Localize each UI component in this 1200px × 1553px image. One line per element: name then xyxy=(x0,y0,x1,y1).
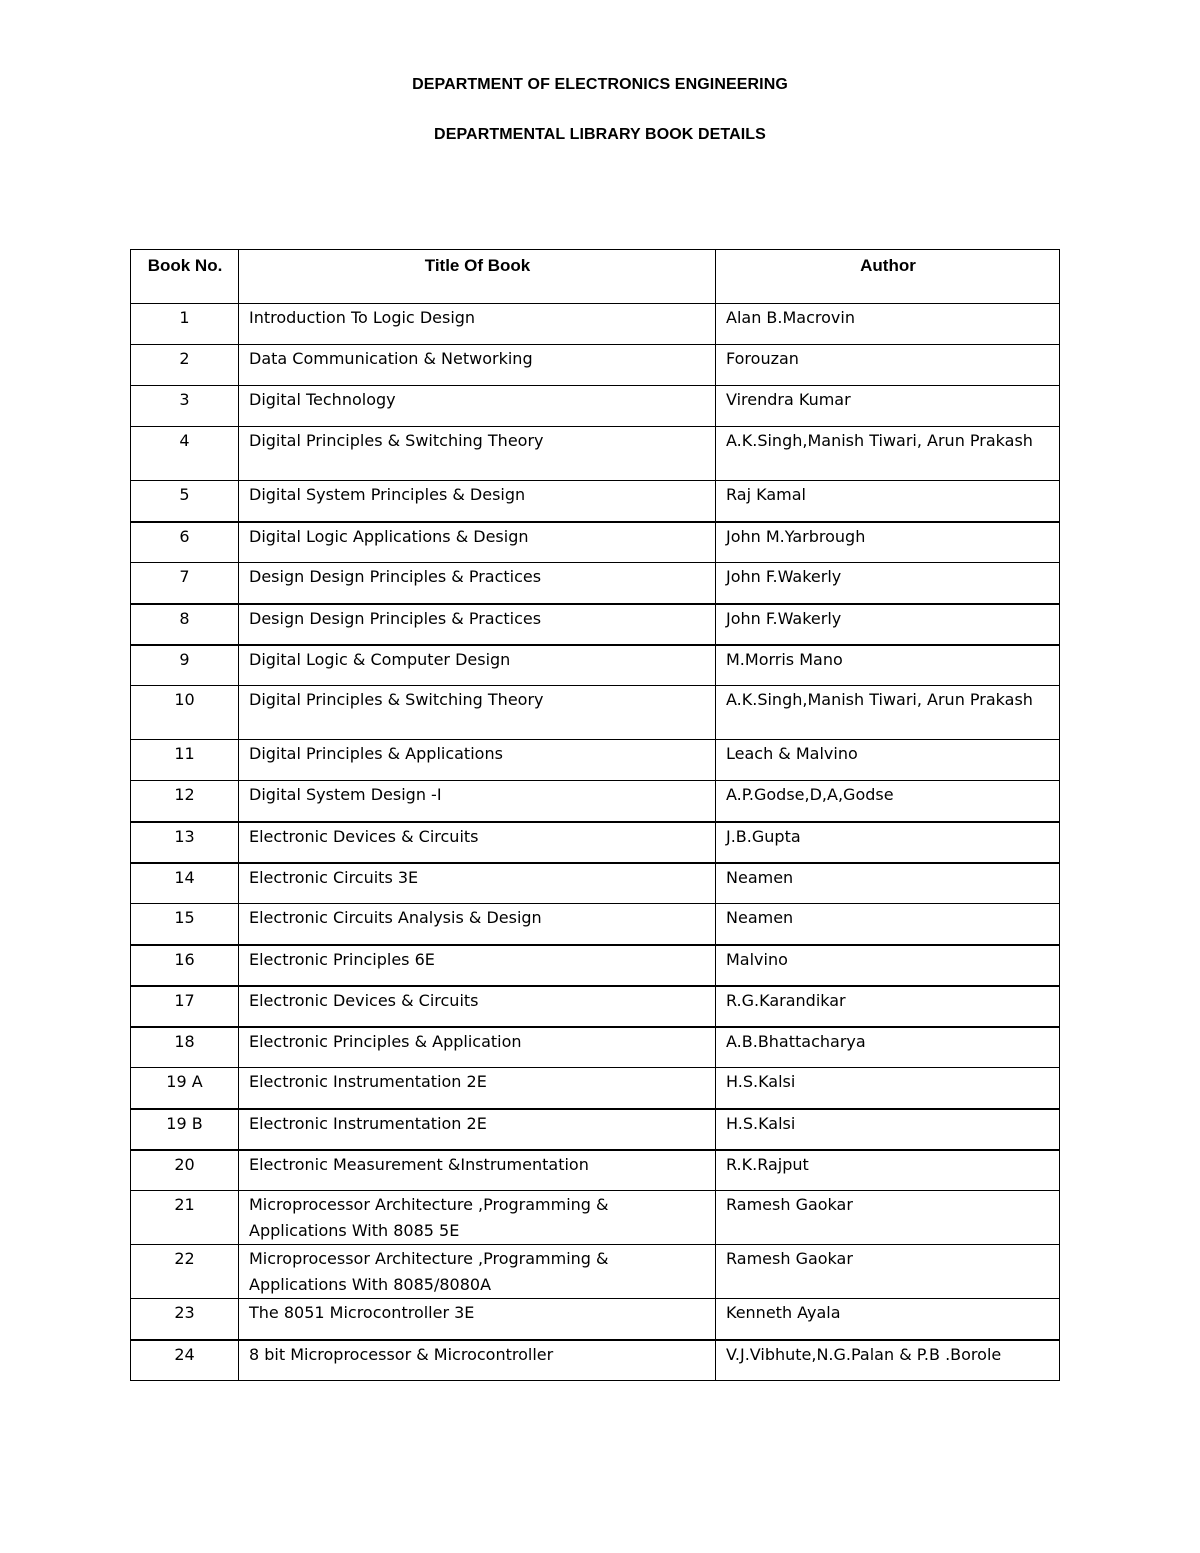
book-no-cell: 5 xyxy=(131,481,239,522)
book-details-table xyxy=(130,249,1060,1381)
book-no-cell: 7 xyxy=(131,563,239,604)
book-no-cell: 6 xyxy=(131,522,239,563)
author-cell: Raj Kamal xyxy=(716,481,1060,522)
author-cell: A.B.Bhattacharya xyxy=(716,1027,1060,1068)
title-cell: Design Design Principles & Practices xyxy=(239,604,716,645)
book-no-cell: 14 xyxy=(131,863,239,904)
title-cell: Digital System Principles & Design xyxy=(239,481,716,522)
author-cell: Neamen xyxy=(716,904,1060,945)
book-no-cell: 20 xyxy=(131,1150,239,1191)
book-no-cell: 9 xyxy=(131,645,239,686)
book-no-cell: 17 xyxy=(131,986,239,1027)
book-no-cell: 8 xyxy=(131,604,239,645)
title-cell: Electronic Instrumentation 2E xyxy=(239,1068,716,1109)
author-cell: R.G.Karandikar xyxy=(716,986,1060,1027)
author-cell: Virendra Kumar xyxy=(716,386,1060,427)
title-cell: Electronic Instrumentation 2E xyxy=(239,1109,716,1150)
title-cell: Digital Technology xyxy=(239,386,716,427)
title-cell: Electronic Devices & Circuits xyxy=(239,822,716,863)
table-row xyxy=(131,345,1060,386)
table-row xyxy=(131,822,1060,863)
table-row xyxy=(131,781,1060,822)
author-cell: Forouzan xyxy=(716,345,1060,386)
table-row xyxy=(131,386,1060,427)
book-no-cell: 23 xyxy=(131,1299,239,1340)
table-row xyxy=(131,427,1060,481)
table-row xyxy=(131,645,1060,686)
book-no-cell: 16 xyxy=(131,945,239,986)
author-cell: H.S.Kalsi xyxy=(716,1109,1060,1150)
header-title: Title Of Book xyxy=(239,250,716,304)
author-cell: M.Morris Mano xyxy=(716,645,1060,686)
table-row xyxy=(131,686,1060,740)
book-no-cell: 24 xyxy=(131,1340,239,1381)
table-row xyxy=(131,481,1060,522)
table-row xyxy=(131,986,1060,1027)
book-no-cell: 22 xyxy=(131,1245,239,1299)
author-cell: Ramesh Gaokar xyxy=(716,1191,1060,1245)
author-cell: Ramesh Gaokar xyxy=(716,1245,1060,1299)
table-row xyxy=(131,522,1060,563)
table-row xyxy=(131,1245,1060,1299)
book-no-cell: 12 xyxy=(131,781,239,822)
author-cell: Kenneth Ayala xyxy=(716,1299,1060,1340)
title-cell: Electronic Devices & Circuits xyxy=(239,986,716,1027)
table-row xyxy=(131,1299,1060,1340)
table-row xyxy=(131,904,1060,945)
book-no-cell: 18 xyxy=(131,1027,239,1068)
book-no-cell: 2 xyxy=(131,345,239,386)
author-cell: John F.Wakerly xyxy=(716,604,1060,645)
book-no-cell: 19 A xyxy=(131,1068,239,1109)
title-cell: 8 bit Microprocessor & Microcontroller xyxy=(239,1340,716,1381)
author-cell: Alan B.Macrovin xyxy=(716,304,1060,345)
author-cell: J.B.Gupta xyxy=(716,822,1060,863)
table-row xyxy=(131,304,1060,345)
book-no-cell: 4 xyxy=(131,427,239,481)
title-cell: Introduction To Logic Design xyxy=(239,304,716,345)
title-cell: Electronic Circuits 3E xyxy=(239,863,716,904)
header-author: Author xyxy=(716,250,1060,304)
title-cell: Digital Logic Applications & Design xyxy=(239,522,716,563)
library-heading: DEPARTMENTAL LIBRARY BOOK DETAILS xyxy=(434,126,766,143)
title-cell: Digital Principles & Switching Theory xyxy=(239,686,716,740)
table-header-row xyxy=(131,250,1060,304)
book-no-cell: 15 xyxy=(131,904,239,945)
author-cell: R.K.Rajput xyxy=(716,1150,1060,1191)
author-cell: John F.Wakerly xyxy=(716,563,1060,604)
table-row xyxy=(131,1340,1060,1381)
author-cell: Neamen xyxy=(716,863,1060,904)
author-cell: Leach & Malvino xyxy=(716,740,1060,781)
author-cell: Malvino xyxy=(716,945,1060,986)
book-no-cell: 3 xyxy=(131,386,239,427)
table-row xyxy=(131,1191,1060,1245)
title-cell: Digital System Design -I xyxy=(239,781,716,822)
table-row xyxy=(131,945,1060,986)
book-no-cell: 1 xyxy=(131,304,239,345)
title-cell: Electronic Measurement &Instrumentation xyxy=(239,1150,716,1191)
title-cell: Digital Principles & Applications xyxy=(239,740,716,781)
table-row xyxy=(131,1109,1060,1150)
title-cell: Data Communication & Networking xyxy=(239,345,716,386)
author-cell: A.K.Singh,Manish Tiwari, Arun Prakash xyxy=(716,427,1060,481)
author-cell: V.J.Vibhute,N.G.Palan & P.B .Borole xyxy=(716,1340,1060,1381)
author-cell: A.K.Singh,Manish Tiwari, Arun Prakash xyxy=(716,686,1060,740)
book-no-cell: 21 xyxy=(131,1191,239,1245)
table-row xyxy=(131,863,1060,904)
table-row xyxy=(131,1150,1060,1191)
title-cell: Electronic Principles 6E xyxy=(239,945,716,986)
header-book-no: Book No. xyxy=(131,250,239,304)
book-no-cell: 19 B xyxy=(131,1109,239,1150)
author-cell: A.P.Godse,D,A,Godse xyxy=(716,781,1060,822)
table-row xyxy=(131,1068,1060,1109)
title-cell: Design Design Principles & Practices xyxy=(239,563,716,604)
table-row xyxy=(131,604,1060,645)
book-no-cell: 13 xyxy=(131,822,239,863)
title-cell: Microprocessor Architecture ,Programming & Applications With 8085/8080A xyxy=(239,1245,716,1299)
title-cell: Digital Logic & Computer Design xyxy=(239,645,716,686)
title-cell: Digital Principles & Switching Theory xyxy=(239,427,716,481)
title-cell: Electronic Principles & Application xyxy=(239,1027,716,1068)
author-cell: H.S.Kalsi xyxy=(716,1068,1060,1109)
title-cell: The 8051 Microcontroller 3E xyxy=(239,1299,716,1340)
table-row xyxy=(131,740,1060,781)
book-no-cell: 11 xyxy=(131,740,239,781)
book-no-cell: 10 xyxy=(131,686,239,740)
department-heading: DEPARTMENT OF ELECTRONICS ENGINEERING xyxy=(412,76,788,93)
table-row xyxy=(131,1027,1060,1068)
author-cell: John M.Yarbrough xyxy=(716,522,1060,563)
title-cell: Microprocessor Architecture ,Programming & Applications With 8085 5E xyxy=(239,1191,716,1245)
title-cell: Electronic Circuits Analysis & Design xyxy=(239,904,716,945)
table-row xyxy=(131,563,1060,604)
